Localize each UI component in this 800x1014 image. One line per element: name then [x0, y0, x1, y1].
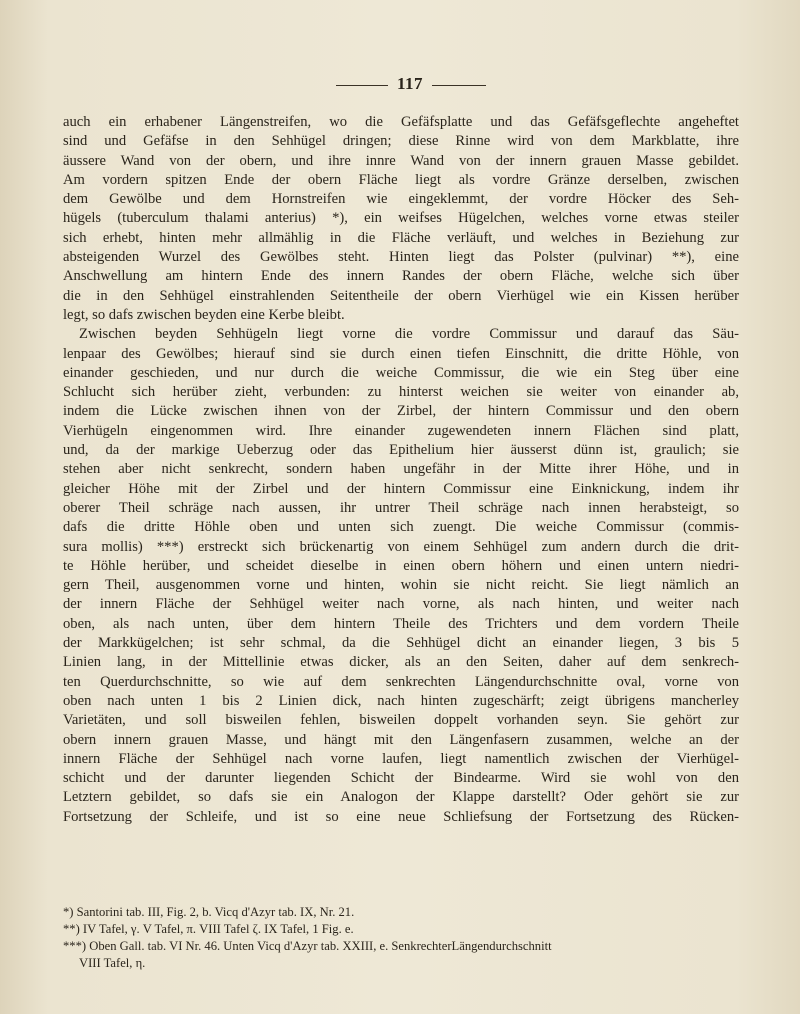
text-line: oben, als nach unten, über dem hintern Theile des Trichters und dem vordern Theile: [63, 615, 739, 632]
text-line: gern Theil, ausgenommen vorne und hinten, wohin sie nicht reicht. Sie liegt nämlich an: [63, 577, 739, 594]
text-line: sind und Gefäfse in den Sehhügel dringen; diese Rinne wird von dem Markblatte, ihre: [63, 133, 739, 150]
text-line: die in den Sehhügel einstrahlenden Seitentheile der obern Vierhügel wie ein Kissen herüber: [63, 287, 739, 304]
text-line: Schlucht sich herüber zieht, verbunden: zu hinterst weichen sie weiter von einander ab,: [63, 384, 739, 401]
text-line: Anschwellung am hintern Ende des innern Randes der obern Fläche, welche sich über: [63, 268, 739, 285]
text-line: auch ein erhabener Längenstreifen, wo die Gefäfsplatte und das Gefäfsgeflechte angeheftet: [63, 114, 739, 130]
header-rule-left: [336, 85, 388, 86]
text-line: indem die Lücke zwischen ihnen von der Zirbel, der hintern Commissur und den obern: [63, 403, 739, 420]
page-header: [336, 74, 486, 96]
text-line: und, da der markige Ueberzug oder das Epithelium hier äusserst dünn ist, graulich; sie: [63, 442, 739, 459]
text-line: innern Fläche der Sehhügel nach vorne laufen, liegt namentlich zwischen der Vierhügel-: [63, 750, 739, 767]
text-line: einander geschieden, und nur durch die weiche Commissur, die wie ein Steg über eine: [63, 364, 739, 381]
text-line: Vierhügeln eingenommen wird. Ihre einander zugewendeten innern Flächen sind platt,: [63, 422, 739, 439]
footnote-line: VIII Tafel, η.: [79, 956, 146, 970]
header-rule-right: [432, 85, 486, 86]
page-number: 117: [396, 74, 424, 93]
text-line: der Markkügelchen; ist sehr schmal, da die Sehhügel dicht an einander liegen, 3 bis 5: [63, 635, 739, 652]
text-line: dafs die dritte Höhle oben und unten sich zuengt. Die weiche Commissur (commis-: [63, 519, 739, 536]
footnote-line: **) IV Tafel, γ. V Tafel, π. VIII Tafel ζ. IX Tafel, 1 Fig. e.: [63, 922, 354, 936]
text-line: lenpaar des Gewölbes; hierauf sind sie durch einen tiefen Einschnitt, die dritte Höhle, von: [63, 345, 739, 362]
text-line: obern innern grauen Masse, und hängt mit den Längenfasern zusammen, welche an der: [63, 731, 739, 748]
text-line: sich erhebt, hinten mehr allmählig in die Fläche verläuft, und welches in Beziehung zur: [63, 229, 739, 246]
body-text: [63, 113, 739, 827]
text-line: Letztern gebildet, so dafs sie ein Analogon der Klappe darstellt? Oder gehört sie zur: [63, 789, 739, 806]
text-line: Linien lang, in der Mittellinie etwas dicker, als an den Seiten, daher auf dem senkrech-: [63, 654, 739, 671]
text-line: dem Gewölbe und dem Hornstreifen wie eingeklemmt, der vordre Höcker des Seh-: [63, 191, 739, 208]
text-line: absteigenden Wurzel des Gewölbes steht. Hinten liegt das Polster (pulvinar) **), eine: [63, 249, 739, 266]
footnotes: [63, 904, 739, 972]
text-line: äussere Wand von der obern, und ihre innre Wand von der innern grauen Masse gebildet.: [63, 152, 739, 169]
footnote-line: *) Santorini tab. III, Fig. 2, b. Vicq d'Azyr tab. IX, Nr. 21.: [63, 905, 355, 919]
text-line: oben nach unten 1 bis 2 Linien dick, nach hinten zugeschärft; zeigt übrigens mancherley: [63, 692, 739, 709]
text-line: te Höhle herüber, und scheidet dieselbe in einen obern höhern und einen untern niedri-: [63, 557, 739, 574]
text-line: legt, so dafs zwischen beyden eine Kerbe bleibt.: [63, 306, 345, 323]
text-line: schicht und der darunter liegenden Schicht der Bindearme. Wird sie wohl von den: [63, 770, 739, 787]
text-line: Fortsetzung der Schleife, und ist so eine neue Schliefsung der Fortsetzung des Rücken-: [63, 808, 739, 825]
footnote-line: ***) Oben Gall. tab. VI Nr. 46. Unten Vicq d'Azyr tab. XXIII, e. SenkrechterLängendurchschnitt: [63, 939, 552, 953]
text-line: ten Querdurchschnitte, so wie auf dem senkrechten Längendurchschnitte oval, vorne von: [63, 673, 739, 690]
text-line: stehen aber nicht senkrecht, sondern haben ungefähr in der Mitte ihrer Höhe, und in: [63, 461, 739, 478]
text-line: sura mollis) ***) erstreckt sich brückenartig von einem Sehhügel zum andern durch die drit-: [63, 538, 739, 555]
text-line: oberer Theil schräge nach aussen, ihr untrer Theil schräge nach innen herabsteigt, so: [63, 499, 739, 516]
text-line: hügels (tuberculum thalami anterius) *), ein weifses Hügelchen, welches vorne etwas steiler: [63, 210, 739, 227]
text-line: Am vordern spitzen Ende der obern Fläche liegt als vordre Gränze derselben, zwischen: [63, 171, 739, 188]
text-line: gleicher Höhe mit der Zirbel und der hintern Commissur eine Einknickung, indem ihr: [63, 480, 739, 497]
text-line: der innern Fläche der Sehhügel weiter nach vorne, als nach hinten, und weiter nach: [63, 596, 739, 613]
text-line: Zwischen beyden Sehhügeln liegt vorne die vordre Commissur und darauf das Säu-: [79, 326, 739, 343]
text-line: Varietäten, und soll bisweilen fehlen, bisweilen doppelt vorhanden seyn. Sie gehört zur: [63, 712, 739, 729]
